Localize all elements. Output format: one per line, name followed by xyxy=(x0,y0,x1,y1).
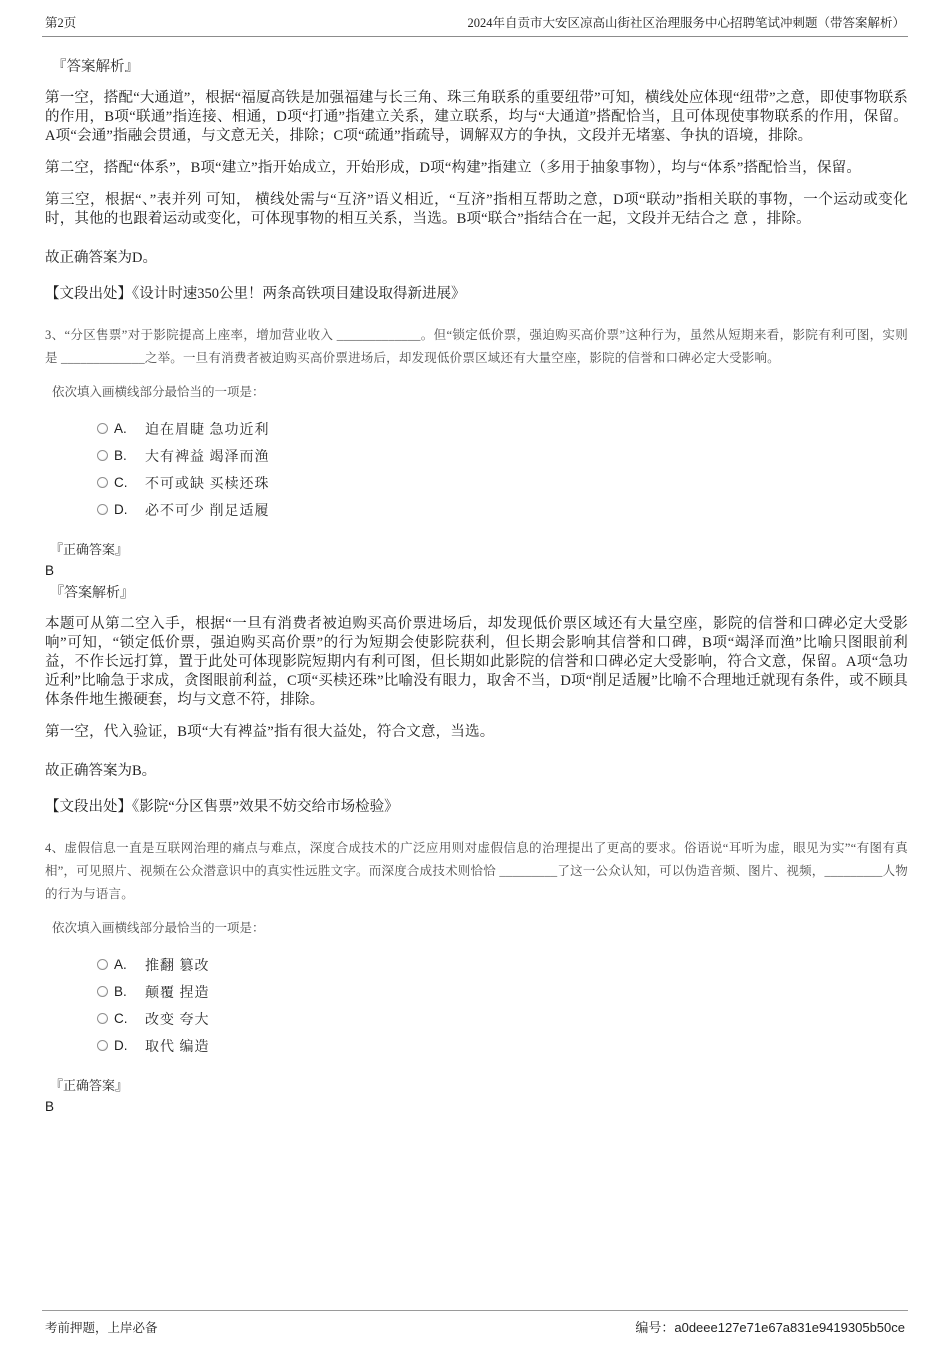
q4-option-b[interactable] xyxy=(97,978,908,1005)
radio-button[interactable] xyxy=(97,423,108,434)
radio-button[interactable] xyxy=(97,504,108,515)
question4-options xyxy=(97,951,908,1059)
conclusion-q2: 故正确答案为D。 xyxy=(45,250,157,266)
page-header xyxy=(42,0,908,37)
radio-button[interactable] xyxy=(97,1040,108,1051)
question3-options xyxy=(97,415,908,523)
option-letter: D. xyxy=(114,502,128,517)
option-letter: D. xyxy=(114,1038,128,1053)
q3-analysis-paragraph-2: 第一空，代入验证，B项“大有裨益”指有很大益处，符合文意，当选。 xyxy=(45,724,495,740)
document-title: 2024年自贡市大安区凉高山街社区治理服务中心招聘笔试冲刺题（带答案解析） xyxy=(467,16,905,30)
question4-prompt: 依次填入画横线部分最恰当的一项是： xyxy=(52,921,265,935)
q3-correct-answer-heading: 『正确答案』 xyxy=(50,542,129,557)
analysis-paragraph-3: 第三空，根据“、”表并列 可知， 横线处需与“互济”语义相近，“互济”指相互帮助之意，D项“联动”指相关联的事物，一个运动或变化时，其他的也跟着运动或变化，可体现事物的相互关系，当选。B项“联合”指结合在一起，文段并无结合之 意 ，排除。 xyxy=(45,192,908,227)
conclusion-q3: 故正确答案为B。 xyxy=(45,763,157,779)
analysis-paragraph-1: 第一空，搭配“大通道”，根据“福厦高铁是加强福建与长三角、珠三角联系的重要纽带”可知，横线处应体现“纽带”之意，即使事物联系的作用，B项“联通”指连接、相通，D项“打通”指建立关系，建立联系，均与“大通道”搭配恰当，且可体现使事物联系的作用，保留。A项“会通”指融会贯通，与文意无关，排除；C项“疏通”指疏导，调解双方的争执，文段并无堵塞、争执的语境，排除。 xyxy=(45,90,909,144)
option-letter: C. xyxy=(114,475,128,490)
option-letter: B. xyxy=(114,448,127,463)
q3-option-c[interactable] xyxy=(97,469,908,496)
page-number: 第2页 xyxy=(45,16,77,30)
analysis-heading-q2: 『答案解析』 xyxy=(52,59,139,75)
radio-button[interactable] xyxy=(97,1013,108,1024)
q4-correct-answer-heading: 『正确答案』 xyxy=(50,1078,129,1093)
option-text: 颠覆 捏造 xyxy=(145,985,210,1001)
option-letter: A. xyxy=(114,421,127,436)
q4-option-d[interactable] xyxy=(97,1032,908,1059)
radio-button[interactable] xyxy=(97,959,108,970)
option-text: 必不可少 削足适履 xyxy=(145,503,270,519)
option-text: 推翻 篡改 xyxy=(145,958,210,974)
option-letter: A. xyxy=(114,957,127,972)
radio-button[interactable] xyxy=(97,477,108,488)
q4-option-a[interactable] xyxy=(97,951,908,978)
q3-option-d[interactable] xyxy=(97,496,908,523)
option-text: 改变 夸大 xyxy=(145,1012,210,1028)
source-q3: 【文段出处】《影院“分区售票”效果不妨交给市场检验》 xyxy=(45,799,399,815)
q3-analysis-paragraph-1: 本题可从第二空入手，根据“一旦有消费者被迫购买高价票进场后，却发现低价票区域还有大量空座，影院的信誉和口碑必定大受影响”可知，“锁定低价票，强迫购买高价票”的行为短期会使影院获利，但长期会影响其信誉和口碑，B项“竭泽而渔”比喻只图眼前利益，不作长远打算，置于此处可体现影院短期内有利可图，但长期如此影院的信誉和口碑必定大受影响，符合文意，保留。A项“急功近利”比喻急于求成，贪图眼前利益，C项“买椟还珠”比喻没有眼力，取舍不当，D项“削足适履”比喻不合理地迁就现有条件，或不顾具体条件地生搬硬套，均与文意不符，排除。 xyxy=(45,616,908,708)
question3-prompt: 依次填入画横线部分最恰当的一项是： xyxy=(52,385,265,399)
question4-stem: 4、虚假信息一直是互联网治理的痛点与难点，深度合成技术的广泛应用则对虚假信息的治理提出了更高的要求。俗语说“耳听为虚，眼见为实”“有图有真相”，可见照片、视频在公众潜意识中的真实性远胜文字。而深度合成技术则恰恰 _________了这一公众认知，可以伪造音频、图片、视频，_________人物的行为与语言。 xyxy=(45,841,908,901)
footer-serial-number: 编号：a0deee127e71e67a831e9419305b50ce xyxy=(635,1320,905,1335)
option-text: 不可或缺 买椟还珠 xyxy=(145,476,270,492)
option-text: 迫在眉睫 急功近利 xyxy=(145,422,270,438)
source-q2: 【文段出处】《设计时速350公里！两条高铁项目建设取得新进展》 xyxy=(45,286,466,302)
q4-option-c[interactable] xyxy=(97,1005,908,1032)
option-text: 取代 编造 xyxy=(145,1039,210,1055)
q3-option-b[interactable] xyxy=(97,442,908,469)
q3-correct-answer: B xyxy=(45,563,55,578)
option-letter: B. xyxy=(114,984,127,999)
q4-correct-answer: B xyxy=(45,1099,55,1114)
q3-option-a[interactable] xyxy=(97,415,908,442)
radio-button[interactable] xyxy=(97,450,108,461)
page-footer xyxy=(42,1310,908,1336)
option-text: 大有裨益 竭泽而渔 xyxy=(145,449,270,465)
radio-button[interactable] xyxy=(97,986,108,997)
option-letter: C. xyxy=(114,1011,128,1026)
question3-stem: 3、“分区售票”对于影院提高上座率，增加营业收入 _____________。但“锁定低价票，强迫购买高价票”这种行为，虽然从短期来看，影院有利可图，实则是 _____________之举。一旦有消费者被迫购买高价票进场后，却发现低价票区域还有大量空座，影院的信誉和口碑必定大受影响。 xyxy=(45,328,908,365)
footer-slogan: 考前押题，上岸必备 xyxy=(45,1321,158,1335)
analysis-paragraph-2: 第二空，搭配“体系”，B项“建立”指开始成立，开始形成，D项“构建”指建立（多用于抽象事物），均与“体系”搭配恰当，保留。 xyxy=(45,160,862,176)
q3-analysis-heading: 『答案解析』 xyxy=(50,586,134,601)
